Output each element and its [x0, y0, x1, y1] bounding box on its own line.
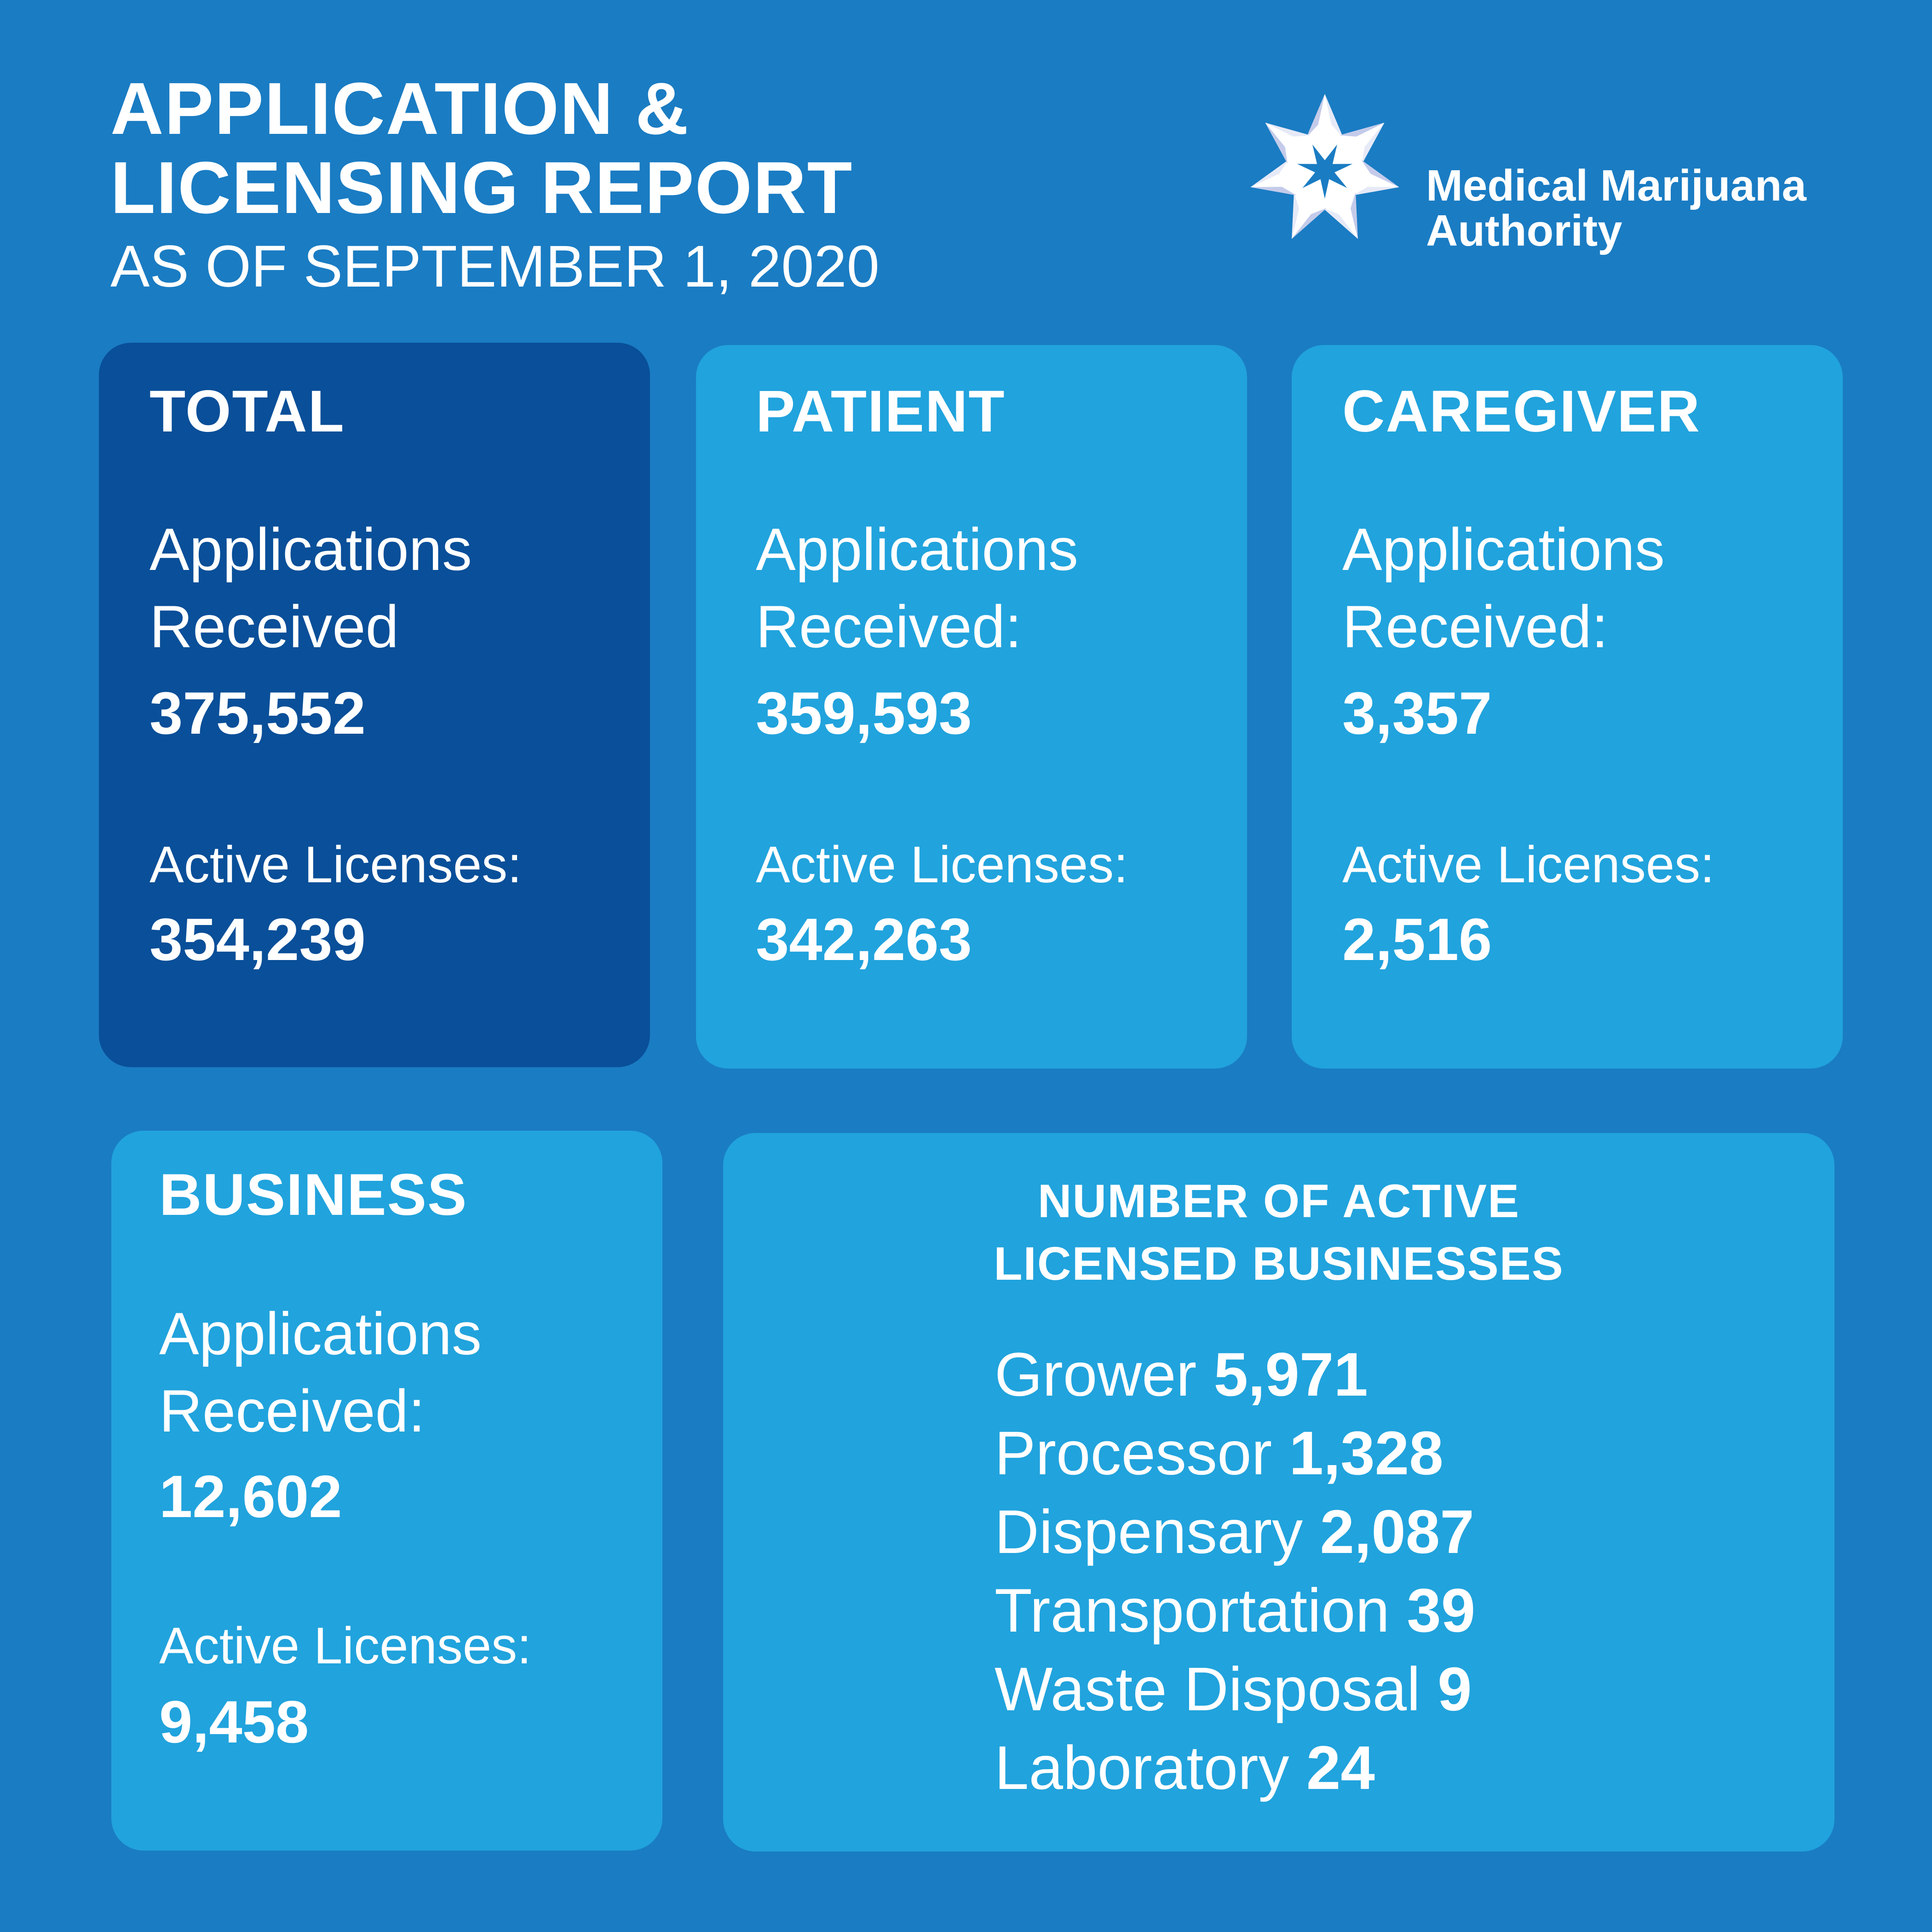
card-heading: TOTAL [150, 379, 345, 444]
logo-line-2: Authority [1426, 206, 1622, 255]
logo-wordmark [1426, 163, 1806, 253]
licenses-value: 2,516 [1342, 906, 1492, 973]
page-subtitle: AS OF SEPTEMBER 1, 2020 [110, 234, 880, 299]
applications-label: Applications Received: [756, 516, 1078, 660]
applications-value: 375,552 [150, 679, 366, 747]
licenses-value: 9,458 [159, 1688, 309, 1755]
star-logo-icon [1242, 87, 1408, 253]
logo-line-1: Medical Marijuana [1426, 161, 1806, 210]
list-item: Grower 5,971 [995, 1340, 1368, 1409]
licenses-label: Active Licenses: [1342, 836, 1715, 893]
licenses-value: 354,239 [150, 906, 366, 973]
business-card [111, 1131, 662, 1851]
total-card [99, 343, 650, 1067]
card-heading: CAREGIVER [1342, 379, 1701, 444]
patient-card [696, 345, 1247, 1069]
licenses-label: Active Licenses: [159, 1617, 532, 1674]
licenses-label: Active Licenses: [756, 836, 1128, 893]
business-type-list [995, 1335, 1475, 1807]
list-item: Laboratory 24 [995, 1734, 1375, 1802]
list-item: Transportation 39 [995, 1576, 1476, 1645]
card-heading: BUSINESS [159, 1162, 468, 1228]
list-item: Waste Disposal 9 [995, 1655, 1472, 1724]
applications-label: Applications Received [150, 516, 472, 660]
applications-value: 359,593 [756, 679, 972, 747]
list-item: Processor 1,328 [995, 1419, 1443, 1488]
applications-label: Applications Received: [159, 1300, 482, 1444]
applications-value: 12,602 [159, 1463, 342, 1530]
caregiver-card [1292, 345, 1843, 1069]
licenses-value: 342,263 [756, 906, 972, 973]
page-title [110, 69, 853, 227]
active-businesses-title: NUMBER OF ACTIVE LICENSED BUSINESSES [994, 1175, 1564, 1290]
card-heading: PATIENT [756, 379, 1006, 444]
applications-value: 3,357 [1342, 679, 1492, 747]
page-title-line-2: LICENSING REPORT [110, 146, 853, 229]
active-businesses-card [723, 1133, 1834, 1852]
page-title-line-1: APPLICATION & [110, 67, 690, 150]
licenses-label: Active Licenses: [150, 836, 522, 893]
list-item: Dispensary 2,087 [995, 1498, 1474, 1566]
applications-label: Applications Received: [1342, 516, 1665, 660]
